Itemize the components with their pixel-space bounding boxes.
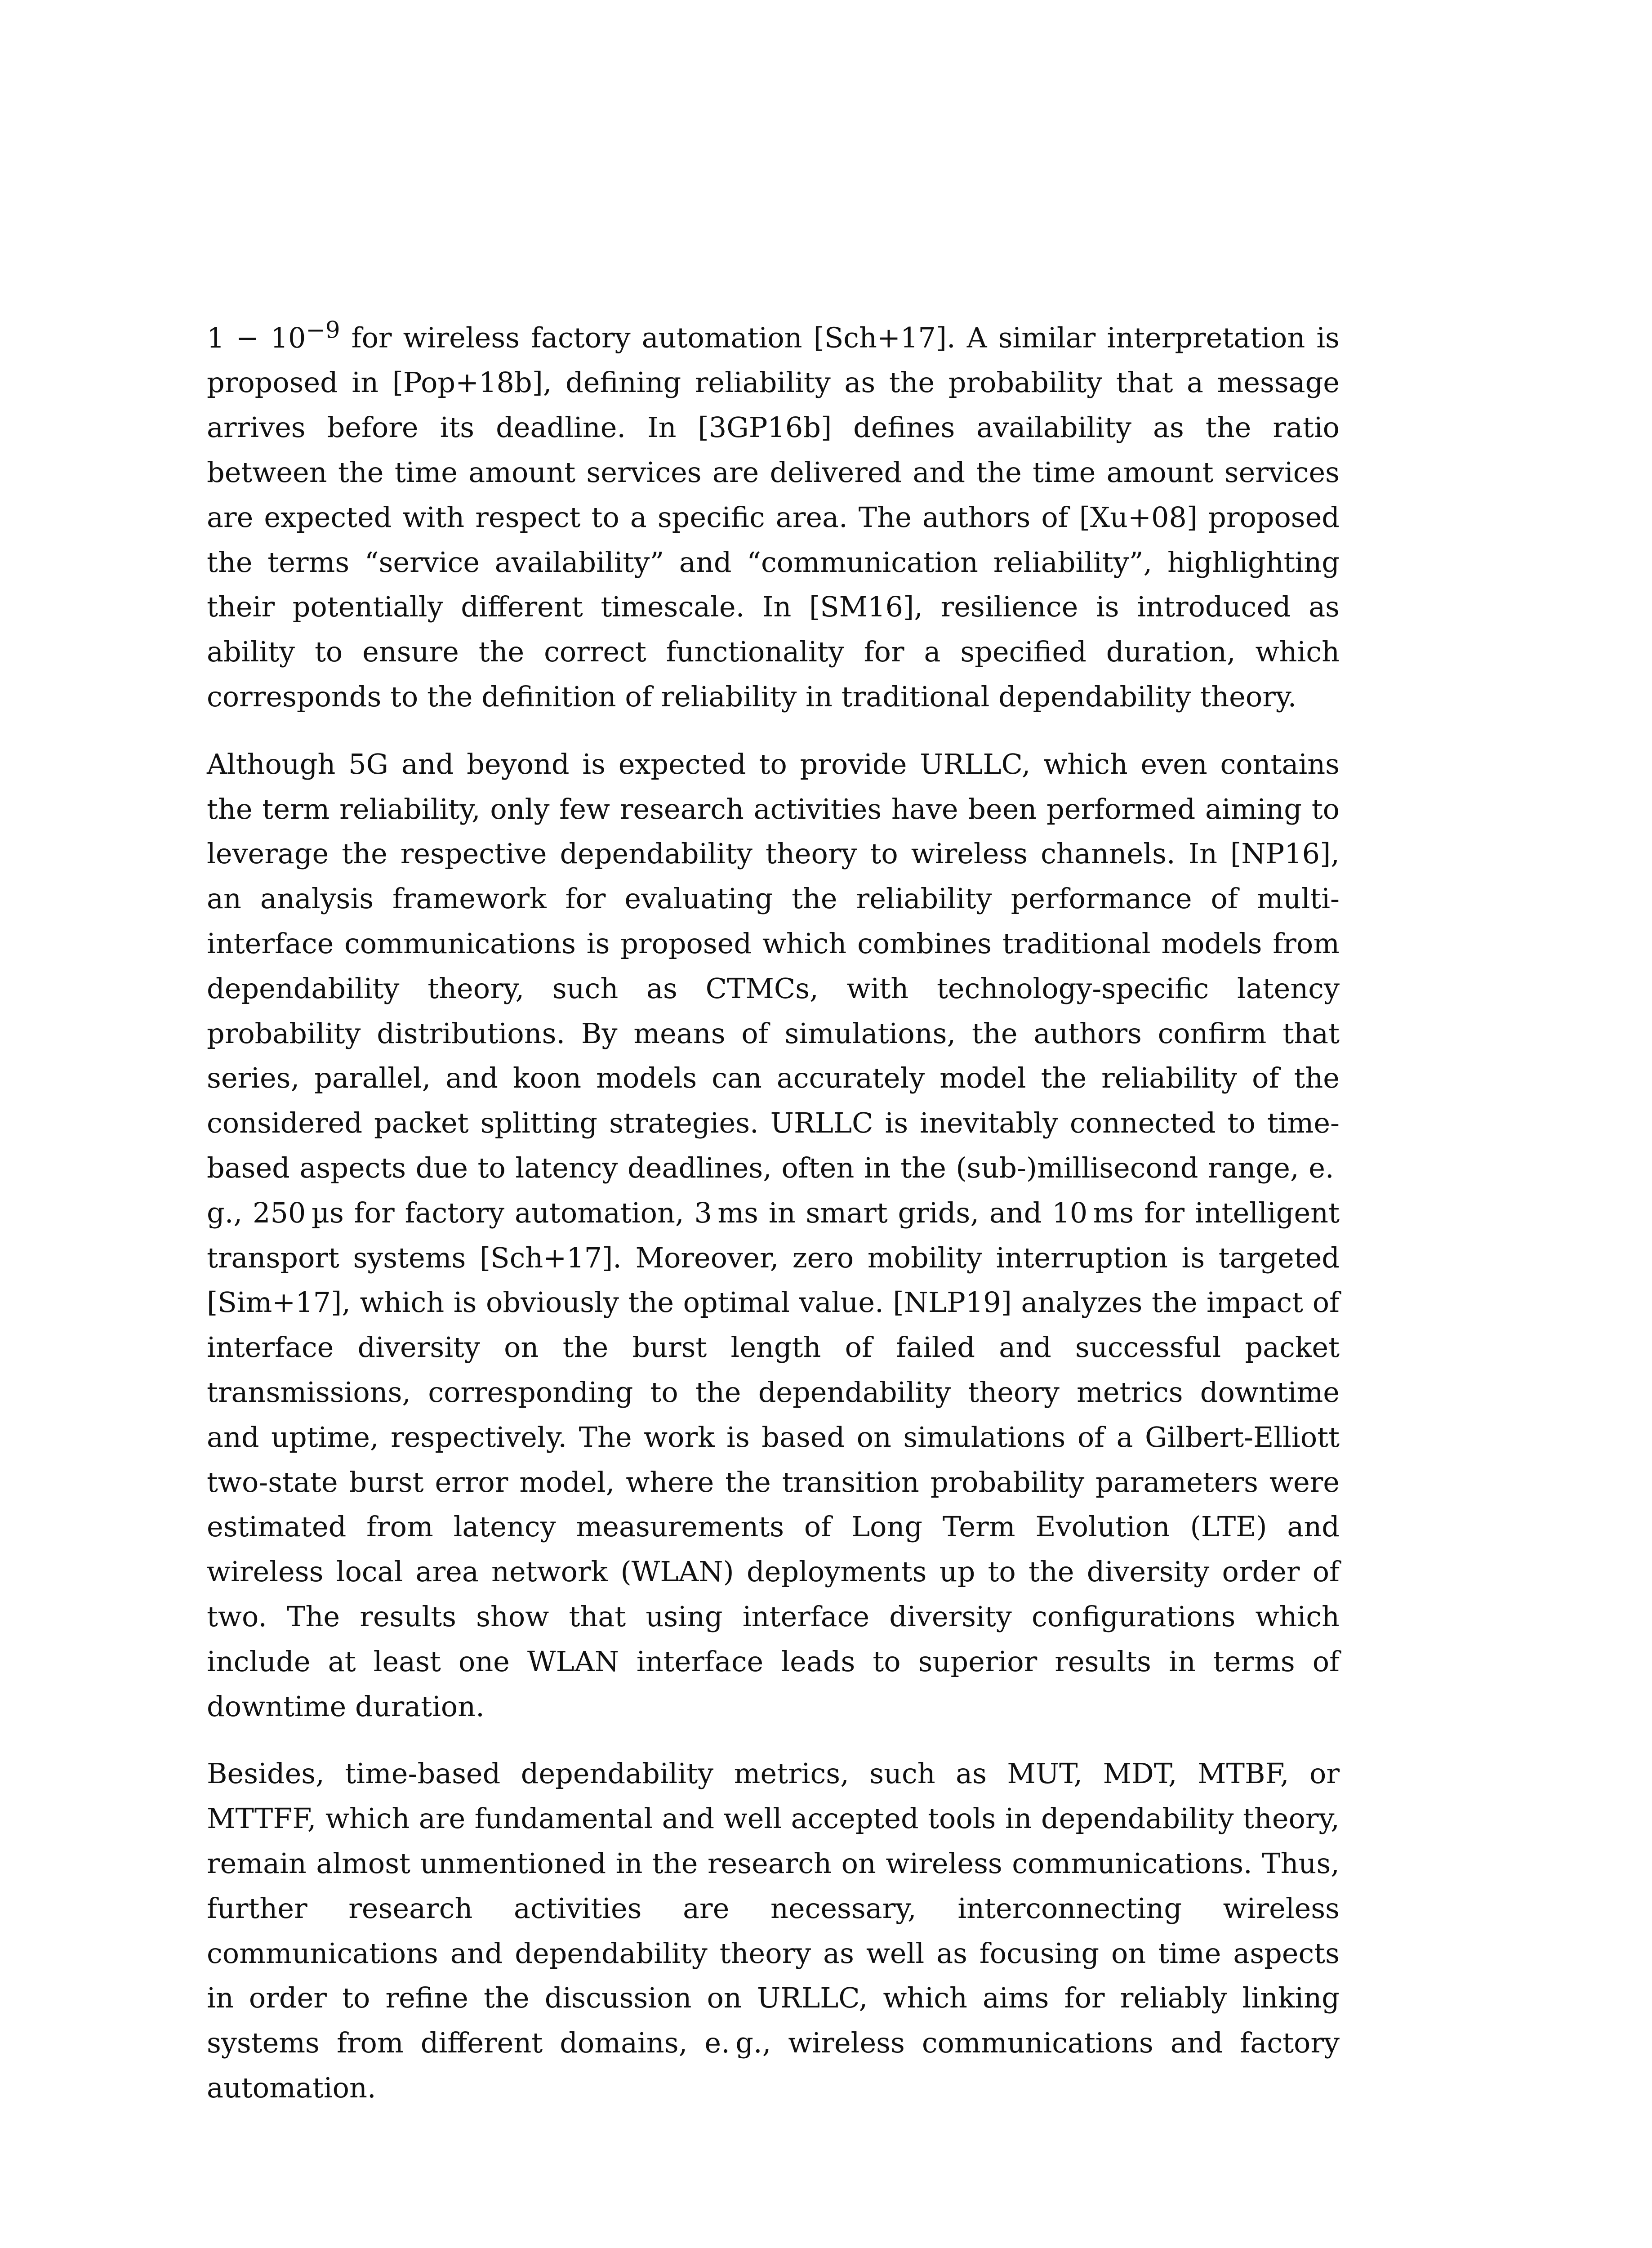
math-10ms: 10 ms bbox=[1052, 1196, 1134, 1229]
paragraph-2-text-b: models can accurately model the reliability of the considered packet splitting strategies. URLLC is inevitably connected to timebased aspects due to latency deadlines, often in the (sub-)millisecond range, e. g., bbox=[207, 1062, 1340, 1229]
math-exponent: −9 bbox=[306, 317, 340, 343]
math-250us: 250 µs bbox=[253, 1196, 344, 1229]
paragraph-2 bbox=[207, 742, 1340, 1729]
math-koon: koon bbox=[512, 1062, 582, 1095]
paragraph-3-text: Besides, time-based dependability metrics, such as MUT, MDT, MTBF, or MTTFF, which are fundamental and well accepted tools in dependability theory, remain almost unmentioned in the research on wireless communications. Thus, further research activities are necessary, interconnecting wireless communications and dependability theory as well as focusing on time aspects in order to refine the discussion on URLLC, which aims for reliably linking systems from different domains, e. g., wireless communications and factory automation. bbox=[207, 1757, 1340, 2104]
paragraph-2-text-c: for factory automation, bbox=[343, 1196, 695, 1229]
math-base: 1 − 10 bbox=[207, 321, 306, 354]
math-expression bbox=[207, 317, 340, 354]
paragraph-1 bbox=[207, 308, 1340, 719]
paragraph-2-text-a: Although 5G and beyond is expected to provide URLLC, which even contains the term reliability, only few research activities have been performed aiming to leverage the respective dependability theory to wireless channels. In [NP16], an analysis framework for evaluating the reliability performance of multi-interface communications is proposed which combines traditional models from dependability theory, such as CTMCs, with technology-specific latency probability distributions. By means of simulations, the authors confirm that series, parallel, and bbox=[207, 747, 1340, 1095]
paragraph-3 bbox=[207, 1751, 1340, 2110]
body-text bbox=[207, 308, 1340, 2110]
paragraph-2-text-d: in smart grids, and bbox=[758, 1196, 1052, 1229]
paragraph-2-text-e: for intelligent transport systems [Sch+17]. Moreover, zero mobility interruption is targeted [Sim+17], which is obviously the optimal value. [NLP19] analyzes the impact of interface diversity on the burst length of failed and successful packet transmissions, corresponding to the dependability theory metrics downtime and uptime, respectively. The work is based on simulations of a Gilbert-Elliott two-state burst error model, where the transition probability parameters were estimated from latency measurements of Long Term Evolution (LTE) and wireless local area network (WLAN) deployments up to the diversity order of two. The results show that using interface diversity configurations which include at least one WLAN interface leads to superior results in terms of downtime duration. bbox=[207, 1196, 1340, 1723]
paragraph-1-text: for wireless factory automation [Sch+17]. A similar interpretation is proposed in [Pop+18b], defining reliability as the probability that a message arrives before its deadline. In [3GP16b] defines availability as the ratio between the time amount services are delivered and the time amount services are expected with respect to a specific area. The authors of [Xu+08] proposed the terms “service availability” and “communication reliability”, highlighting their potentially different timescale. In [SM16], resilience is introduced as ability to ensure the correct functionality for a specified duration, which corresponds to the definition of reliability in traditional dependability theory. bbox=[207, 321, 1340, 714]
math-3ms: 3 ms bbox=[694, 1196, 758, 1229]
